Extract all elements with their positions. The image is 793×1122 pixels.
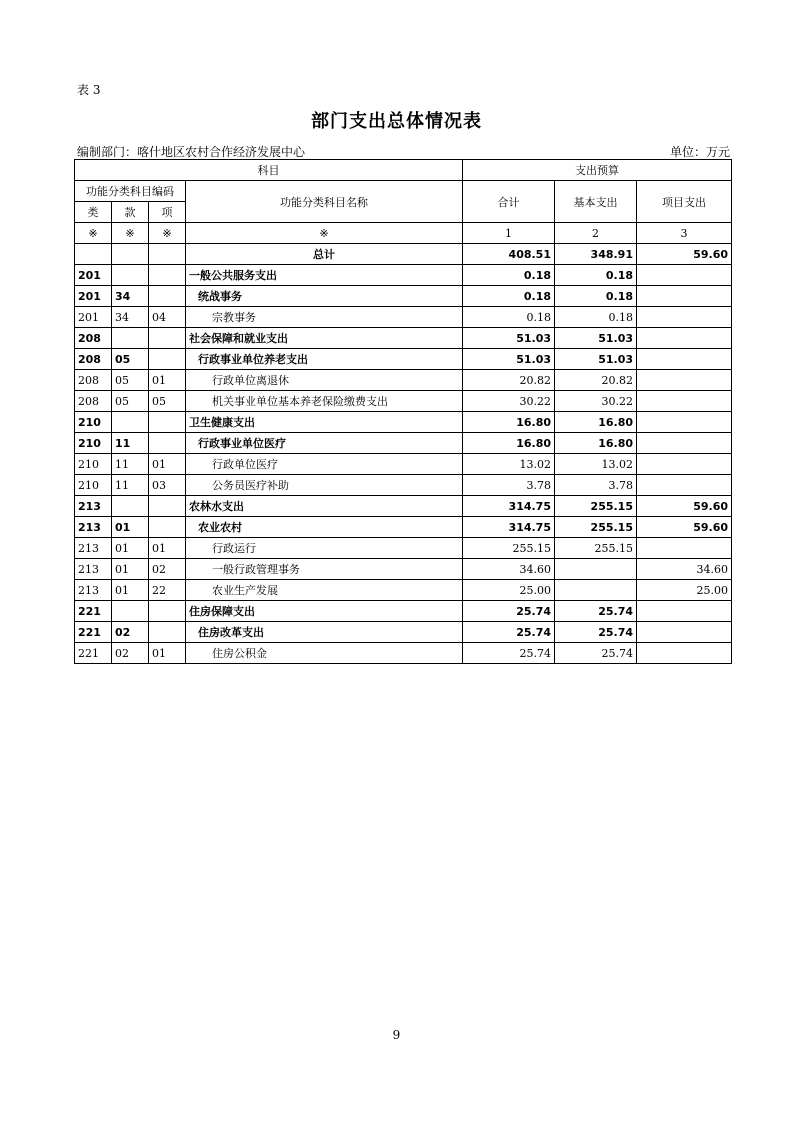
row-kuan: 01 — [112, 580, 149, 601]
row-name: 总计 — [186, 244, 463, 265]
row-total: 3.78 — [463, 475, 555, 496]
row-lei: 210 — [75, 475, 112, 496]
row-name: 行政运行 — [186, 538, 463, 559]
row-project — [637, 412, 732, 433]
row-name: 行政单位离退休 — [186, 370, 463, 391]
row-xiang: 02 — [149, 559, 186, 580]
row-xiang: 04 — [149, 307, 186, 328]
row-basic: 25.74 — [555, 622, 637, 643]
row-basic — [555, 559, 637, 580]
row-lei: 213 — [75, 538, 112, 559]
row-name: 农业农村 — [186, 517, 463, 538]
row-kuan: 11 — [112, 475, 149, 496]
department-label: 编制部门：喀什地区农村合作经济发展中心 — [77, 145, 306, 159]
row-kuan: 01 — [112, 559, 149, 580]
row-total: 25.00 — [463, 580, 555, 601]
row-total: 255.15 — [463, 538, 555, 559]
row-basic: 255.15 — [555, 496, 637, 517]
header-total: 合计 — [463, 181, 555, 223]
row-name: 农业生产发展 — [186, 580, 463, 601]
row-basic: 20.82 — [555, 370, 637, 391]
row-name: 行政事业单位养老支出 — [186, 349, 463, 370]
table-row — [75, 265, 732, 286]
row-basic: 3.78 — [555, 475, 637, 496]
table-row — [75, 307, 732, 328]
row-xiang — [149, 328, 186, 349]
table-row — [75, 601, 732, 622]
table-row — [75, 349, 732, 370]
row-basic: 16.80 — [555, 433, 637, 454]
table-row — [75, 454, 732, 475]
row-project — [637, 433, 732, 454]
row-total: 314.75 — [463, 496, 555, 517]
row-basic: 255.15 — [555, 517, 637, 538]
row-project — [637, 286, 732, 307]
row-xiang — [149, 286, 186, 307]
row-name: 住房改革支出 — [186, 622, 463, 643]
row-basic: 16.80 — [555, 412, 637, 433]
row-project: 59.60 — [637, 517, 732, 538]
row-total: 13.02 — [463, 454, 555, 475]
row-name: 行政事业单位医疗 — [186, 433, 463, 454]
row-lei: 208 — [75, 349, 112, 370]
row-kuan: 01 — [112, 538, 149, 559]
row-kuan — [112, 412, 149, 433]
header-project: 项目支出 — [637, 181, 732, 223]
row-project — [637, 622, 732, 643]
row-total: 51.03 — [463, 349, 555, 370]
row-lei: 201 — [75, 265, 112, 286]
row-lei: 210 — [75, 454, 112, 475]
row-lei: 208 — [75, 328, 112, 349]
row-project — [637, 601, 732, 622]
row-total: 25.74 — [463, 601, 555, 622]
row-basic: 51.03 — [555, 349, 637, 370]
header-name: 功能分类科目名称 — [186, 181, 463, 223]
col-index-2: 2 — [555, 223, 637, 244]
row-lei: 208 — [75, 370, 112, 391]
row-lei: 210 — [75, 433, 112, 454]
header-kuan: 款 — [112, 202, 149, 223]
table-row — [75, 475, 732, 496]
row-kuan — [112, 601, 149, 622]
page-number: 9 — [392, 1028, 401, 1042]
expenditure-table — [74, 159, 732, 664]
mark-cell: ※ — [149, 223, 186, 244]
table-row — [75, 559, 732, 580]
row-project — [637, 349, 732, 370]
row-xiang: 05 — [149, 391, 186, 412]
row-name: 统战事务 — [186, 286, 463, 307]
row-xiang — [149, 622, 186, 643]
row-xiang — [149, 517, 186, 538]
table-row — [75, 517, 732, 538]
header-budget: 支出预算 — [463, 160, 732, 181]
row-name: 住房保障支出 — [186, 601, 463, 622]
mark-cell: ※ — [112, 223, 149, 244]
row-kuan — [112, 328, 149, 349]
table-row — [75, 538, 732, 559]
row-xiang — [149, 244, 186, 265]
row-xiang — [149, 601, 186, 622]
table-row — [75, 391, 732, 412]
row-lei: 213 — [75, 517, 112, 538]
col-index-3: 3 — [637, 223, 732, 244]
row-total: 0.18 — [463, 307, 555, 328]
unit-label: 单位：万元 — [669, 145, 730, 159]
row-project — [637, 391, 732, 412]
row-project — [637, 328, 732, 349]
row-xiang: 03 — [149, 475, 186, 496]
row-basic: 25.74 — [555, 601, 637, 622]
mark-cell: ※ — [75, 223, 112, 244]
row-total: 20.82 — [463, 370, 555, 391]
table-row — [75, 433, 732, 454]
header-basic: 基本支出 — [555, 181, 637, 223]
row-lei: 221 — [75, 643, 112, 664]
row-basic — [555, 580, 637, 601]
row-kuan — [112, 265, 149, 286]
row-name: 公务员医疗补助 — [186, 475, 463, 496]
header-subject: 科目 — [75, 160, 463, 181]
row-kuan: 11 — [112, 433, 149, 454]
row-name: 一般公共服务支出 — [186, 265, 463, 286]
row-project: 34.60 — [637, 559, 732, 580]
row-project: 59.60 — [637, 244, 732, 265]
row-name: 一般行政管理事务 — [186, 559, 463, 580]
row-total: 16.80 — [463, 412, 555, 433]
header-xiang: 项 — [149, 202, 186, 223]
row-project — [637, 370, 732, 391]
row-name: 住房公积金 — [186, 643, 463, 664]
row-lei: 213 — [75, 496, 112, 517]
row-name: 行政单位医疗 — [186, 454, 463, 475]
row-kuan: 05 — [112, 370, 149, 391]
row-basic: 30.22 — [555, 391, 637, 412]
row-basic: 25.74 — [555, 643, 637, 664]
row-lei: 201 — [75, 286, 112, 307]
row-basic: 0.18 — [555, 265, 637, 286]
row-project: 25.00 — [637, 580, 732, 601]
row-kuan: 05 — [112, 391, 149, 412]
col-index-1: 1 — [463, 223, 555, 244]
row-xiang — [149, 412, 186, 433]
row-project: 59.60 — [637, 496, 732, 517]
row-project — [637, 265, 732, 286]
row-total: 408.51 — [463, 244, 555, 265]
row-project — [637, 454, 732, 475]
table-row — [75, 412, 732, 433]
row-name: 宗教事务 — [186, 307, 463, 328]
row-lei: 208 — [75, 391, 112, 412]
row-project — [637, 538, 732, 559]
row-basic: 13.02 — [555, 454, 637, 475]
row-total: 25.74 — [463, 643, 555, 664]
row-xiang: 22 — [149, 580, 186, 601]
row-total: 16.80 — [463, 433, 555, 454]
table-label: 表 3 — [77, 83, 101, 97]
row-lei — [75, 244, 112, 265]
row-xiang: 01 — [149, 643, 186, 664]
row-project — [637, 307, 732, 328]
table-row — [75, 370, 732, 391]
row-lei: 210 — [75, 412, 112, 433]
row-total: 34.60 — [463, 559, 555, 580]
row-total: 0.18 — [463, 265, 555, 286]
row-kuan — [112, 496, 149, 517]
row-total: 30.22 — [463, 391, 555, 412]
row-basic: 255.15 — [555, 538, 637, 559]
row-xiang — [149, 496, 186, 517]
row-project — [637, 475, 732, 496]
row-basic: 51.03 — [555, 328, 637, 349]
row-xiang: 01 — [149, 538, 186, 559]
table-row — [75, 496, 732, 517]
row-kuan: 34 — [112, 286, 149, 307]
row-xiang — [149, 265, 186, 286]
row-total: 51.03 — [463, 328, 555, 349]
row-kuan: 01 — [112, 517, 149, 538]
row-lei: 213 — [75, 580, 112, 601]
row-project — [637, 643, 732, 664]
header-code: 功能分类科目编码 — [75, 181, 186, 202]
row-kuan: 05 — [112, 349, 149, 370]
row-lei: 221 — [75, 622, 112, 643]
row-name: 社会保障和就业支出 — [186, 328, 463, 349]
table-row — [75, 286, 732, 307]
table-row — [75, 643, 732, 664]
page-title: 部门支出总体情况表 — [311, 111, 482, 132]
row-kuan: 34 — [112, 307, 149, 328]
row-total: 314.75 — [463, 517, 555, 538]
header-lei: 类 — [75, 202, 112, 223]
row-total: 0.18 — [463, 286, 555, 307]
row-kuan: 02 — [112, 622, 149, 643]
table-row — [75, 622, 732, 643]
table-row — [75, 244, 732, 265]
row-total: 25.74 — [463, 622, 555, 643]
row-lei: 201 — [75, 307, 112, 328]
row-lei: 221 — [75, 601, 112, 622]
mark-cell: ※ — [186, 223, 463, 244]
row-basic: 348.91 — [555, 244, 637, 265]
row-kuan: 02 — [112, 643, 149, 664]
row-kuan — [112, 244, 149, 265]
table-row — [75, 328, 732, 349]
row-basic: 0.18 — [555, 307, 637, 328]
row-lei: 213 — [75, 559, 112, 580]
row-xiang: 01 — [149, 454, 186, 475]
row-name: 机关事业单位基本养老保险缴费支出 — [186, 391, 463, 412]
row-name: 卫生健康支出 — [186, 412, 463, 433]
table-row — [75, 580, 732, 601]
row-xiang: 01 — [149, 370, 186, 391]
row-xiang — [149, 433, 186, 454]
row-kuan: 11 — [112, 454, 149, 475]
row-name: 农林水支出 — [186, 496, 463, 517]
row-xiang — [149, 349, 186, 370]
row-basic: 0.18 — [555, 286, 637, 307]
